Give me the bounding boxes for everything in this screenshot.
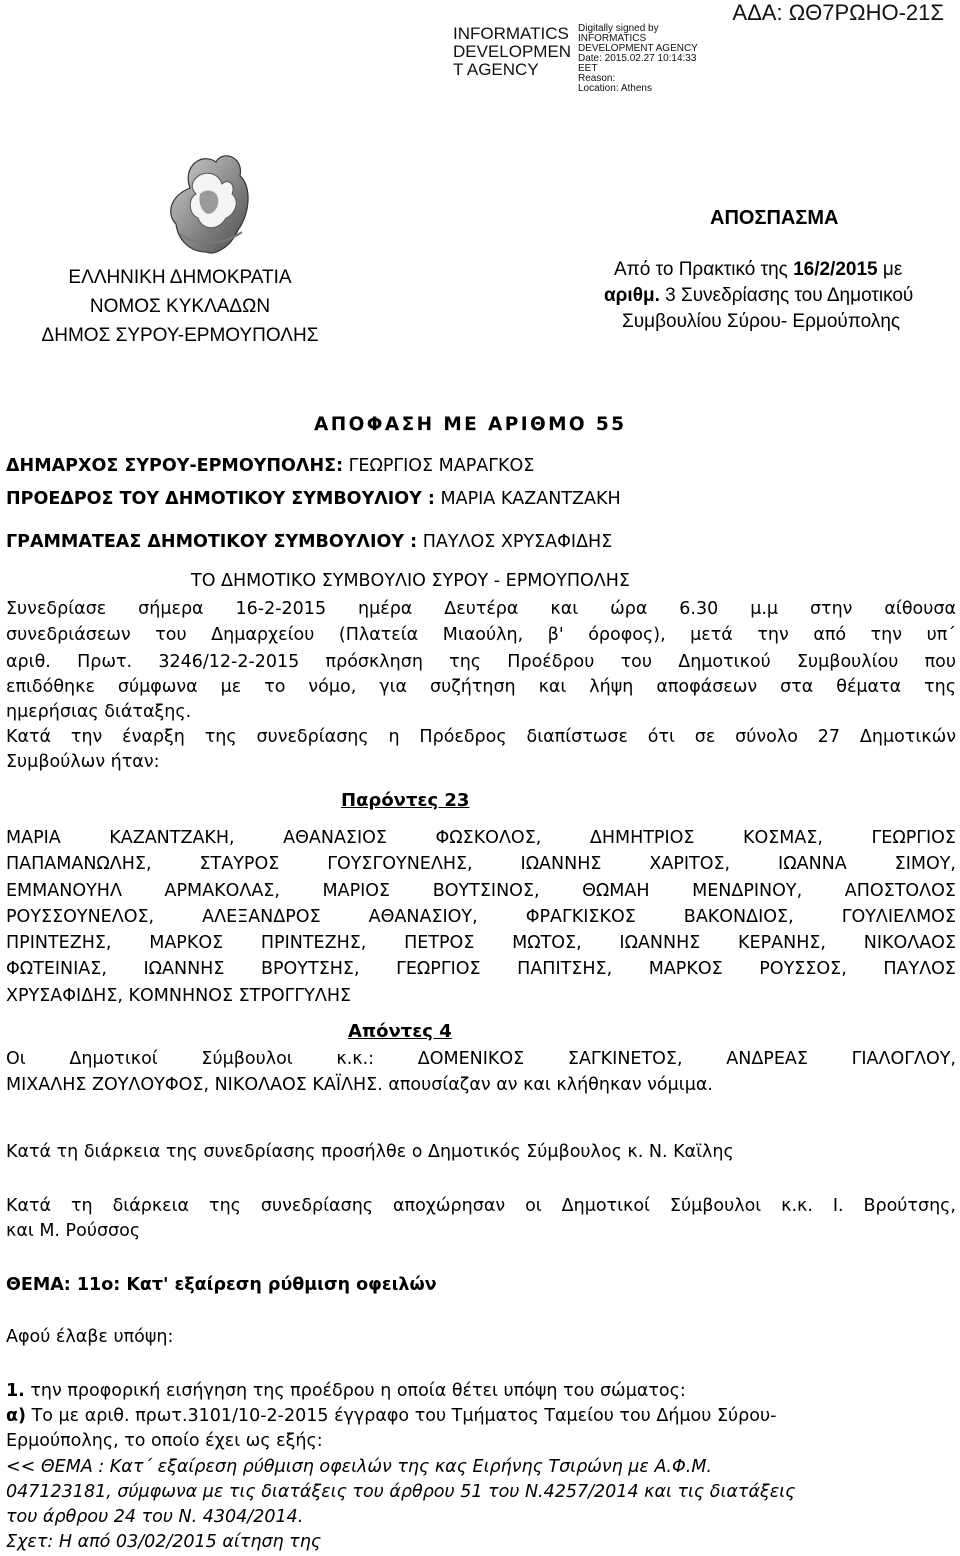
departure-line-1: Κατά τη διάρκεια της συνεδρίασης αποχώρησαν οι Δημοτικοί Σύμβουλοι κ.κ. Ι. Βρούτσης, bbox=[6, 1196, 956, 1216]
quorum-line-1: Κατά την έναρξη της συνεδρίασης η Πρόεδρος διαπίστωσε ότι σε σύνολο 27 Δημοτικών bbox=[6, 727, 956, 747]
signature-detail-6: Reason: bbox=[578, 73, 616, 84]
signature-detail-3: DEVELOPMENT AGENCY bbox=[578, 43, 698, 54]
present-line-5: ΠΡΙΝΤΕΖΗΣ, ΜΑΡΚΟΣ ΠΡΙΝΤΕΖΗΣ, ΠΕΤΡΟΣ ΜΩΤΟΣ, ΙΩΑΝΝΗΣ ΚΕΡΑΝΗΣ, ΝΙΚΟΛΑΟΣ bbox=[6, 933, 956, 953]
arrival-line: Κατά τη διάρκεια της συνεδρίασης προσήλθε ο Δημοτικός Σύμβουλος κ. Ν. Καϊλης bbox=[6, 1142, 734, 1162]
issuer-line-3: ΔΗΜΟΣ ΣΥΡΟΥ-ΕΡΜΟΥΠΟΛΗΣ bbox=[41, 325, 319, 346]
extract-title: ΑΠΟΣΠΑΣΜΑ bbox=[710, 207, 839, 229]
item-a-line-1: α) Το με αριθ. πρωτ.3101/10-2-2015 έγγραφο του Τμήματος Ταμείου του Δήμου Σύρου- bbox=[6, 1406, 777, 1426]
council-line: ΤΟ ΔΗΜΟΤΙΚΟ ΣΥΜΒΟΥΛΙΟ ΣΥΡΟΥ - ΕΡΜΟΥΠΟΛΗΣ bbox=[191, 571, 630, 591]
secretary-line: ΓΡΑΜΜΑΤΕΑΣ ΔΗΜΟΤΙΚΟΥ ΣΥΜΒΟΥΛΙΟΥ : ΠΑΥΛΟΣ ΧΡΥΣΑΦΙΔΗΣ bbox=[6, 532, 613, 552]
minutes-line-3: Συμβουλίου Σύρου- Ερμούπολης bbox=[622, 311, 901, 332]
signature-org-line-3: T AGENCY bbox=[453, 60, 539, 79]
departure-line-2: και Μ. Ρούσσος bbox=[6, 1221, 141, 1241]
hellenic-republic-emblem-icon bbox=[160, 148, 256, 260]
quorum-line-2: Συμβούλων ήταν: bbox=[6, 752, 160, 772]
absent-heading: Απόντες 4 bbox=[348, 1021, 452, 1042]
minutes-line-1: Από το Πρακτικό της 16/2/2015 με bbox=[614, 259, 903, 280]
mayor-line: ΔΗΜΑΡΧΟΣ ΣΥΡΟΥ-ΕΡΜΟΥΠΟΛΗΣ: ΓΕΩΡΓΙΟΣ ΜΑΡΑΓΚΟΣ bbox=[6, 456, 535, 476]
quote-line-4: Σχετ: Η από 03/02/2015 αίτηση της bbox=[6, 1532, 322, 1552]
signature-detail-2: INFORMATICS bbox=[578, 33, 647, 44]
quote-line-2: 047123181, σύμφωνα με τις διατάξεις του άρθρου 51 του Ν.4257/2014 και τις διατάξεις bbox=[6, 1482, 796, 1502]
item-a-line-2: Ερμούπολης, το οποίο έχει ως εξής: bbox=[6, 1431, 323, 1451]
present-line-6: ΦΩΤΕΙΝΙΑΣ, ΙΩΑΝΝΗΣ ΒΡΟΥΤΣΗΣ, ΓΕΩΡΓΙΟΣ ΠΑΠΙΤΣΗΣ, ΜΑΡΚΟΣ ΡΟΥΣΣΟΣ, ΠΑΥΛΟΣ bbox=[6, 959, 956, 979]
signature-detail-4: Date: 2015.02.27 10:14:33 bbox=[578, 53, 697, 64]
signature-detail-7: Location: Athens bbox=[578, 83, 652, 94]
present-line-4: ΡΟΥΣΣΟΥΝΕΛΟΣ, ΑΛΕΞΑΝΔΡΟΣ ΑΘΑΝΑΣΙΟΥ, ΦΡΑΓΚΙΣΚΟΣ ΒΑΚΟΝΔΙΟΣ, ΓΟΥΛΙΕΛΜΟΣ bbox=[6, 907, 956, 927]
absent-line-2: ΜΙΧΑΛΗΣ ΖΟΥΛΟΥΦΟΣ, ΝΙΚΟΛΑΟΣ ΚΑΪΛΗΣ. απουσίαζαν αν και κλήθηκαν νόμιμα. bbox=[6, 1075, 713, 1095]
decision-title: ΑΠΟΦΑΣΗ ΜΕ ΑΡΙΘΜΟ 55 bbox=[314, 414, 627, 435]
intro-line-5: ημερήσιας διάταξης. bbox=[6, 702, 192, 722]
signature-detail-5: EET bbox=[578, 63, 598, 74]
signature-org-line-2: DEVELOPMEN bbox=[453, 42, 572, 61]
issuer-line-1: ΕΛΛΗΝΙΚΗ ΔΗΜΟΚΡΑΤΙΑ bbox=[68, 267, 292, 288]
intro-line-2: συνεδριάσεων του Δημαρχείου (Πλατεία Μιαούλη, β' όροφος), μετά την από την υπ΄ bbox=[6, 625, 956, 645]
item-1: 1. την προφορική εισήγηση της προέδρου η οποία θέτει υπόψη του σώματος: bbox=[6, 1381, 686, 1401]
absent-line-1: Οι Δημοτικοί Σύμβουλοι κ.κ.: ΔΟΜΕΝΙΚΟΣ ΣΑΓΚΙΝΕΤΟΣ, ΑΝΔΡΕΑΣ ΓΙΑΛΟΓΛΟΥ, bbox=[6, 1049, 956, 1069]
signature-org-line-1: INFORMATICS bbox=[453, 24, 569, 43]
quote-line-1: << ΘΕΜΑ : Κατ΄ εξαίρεση ρύθμιση οφειλών της κας Ειρήνης Τσιρώνη με Α.Φ.Μ. bbox=[6, 1457, 712, 1477]
present-line-3: ΕΜΜΑΝΟΥΗΛ ΑΡΜΑΚΟΛΑΣ, ΜΑΡΙΟΣ ΒΟΥΤΣΙΝΟΣ, ΘΩΜΑΗ ΜΕΝΔΡΙΝΟΥ, ΑΠΟΣΤΟΛΟΣ bbox=[6, 881, 956, 901]
present-line-2: ΠΑΠΑΜΑΝΩΛΗΣ, ΣΤΑΥΡΟΣ ΓΟΥΣΓΟΥΝΕΛΗΣ, ΙΩΑΝΝΗΣ ΧΑΡΙΤΟΣ, ΙΩΑΝΝΑ ΣΙΜΟΥ, bbox=[6, 854, 956, 874]
signature-detail-1: Digitally signed by bbox=[578, 23, 659, 34]
ada-code: ΑΔΑ: ΩΘ7ΡΩΗΟ-21Σ bbox=[732, 0, 944, 25]
intro-line-1: Συνεδρίασε σήμερα 16-2-2015 ημέρα Δευτέρα και ώρα 6.30 μ.μ στην αίθουσα bbox=[6, 599, 956, 619]
considered-line: Αφού έλαβε υπόψη: bbox=[6, 1327, 174, 1347]
issuer-line-2: ΝΟΜΟΣ ΚΥΚΛΑΔΩΝ bbox=[89, 296, 271, 317]
subject-line: ΘΕΜΑ: 11ο: Κατ' εξαίρεση ρύθμιση οφειλών bbox=[6, 1275, 437, 1295]
president-line: ΠΡΟΕΔΡΟΣ ΤΟΥ ΔΗΜΟΤΙΚΟΥ ΣΥΜΒΟΥΛΙΟΥ : ΜΑΡΙΑ ΚΑΖΑΝΤΖΑΚΗ bbox=[6, 489, 621, 509]
present-line-1: ΜΑΡΙΑ ΚΑΖΑΝΤΖΑΚΗ, ΑΘΑΝΑΣΙΟΣ ΦΩΣΚΟΛΟΣ, ΔΗΜΗΤΡΙΟΣ ΚΟΣΜΑΣ, ΓΕΩΡΓΙΟΣ bbox=[6, 828, 956, 848]
present-line-7: ΧΡΥΣΑΦΙΔΗΣ, ΚΟΜΝΗΝΟΣ ΣΤΡΟΓΓΥΛΗΣ bbox=[6, 986, 352, 1006]
intro-line-3: αριθ. Πρωτ. 3246/12-2-2015 πρόσκληση της Προέδρου του Δημοτικού Συμβουλίου που bbox=[6, 652, 956, 672]
intro-line-4: επιδόθηκε σύμφωνα με το νόμο, για συζήτηση και λήψη αποφάσεων στα θέματα της bbox=[6, 677, 956, 697]
quote-line-3: του άρθρου 24 του Ν. 4304/2014. bbox=[6, 1507, 304, 1527]
present-heading: Παρόντες 23 bbox=[341, 790, 470, 811]
minutes-line-2: αριθμ. 3 Συνεδρίασης του Δημοτικού bbox=[604, 285, 914, 306]
